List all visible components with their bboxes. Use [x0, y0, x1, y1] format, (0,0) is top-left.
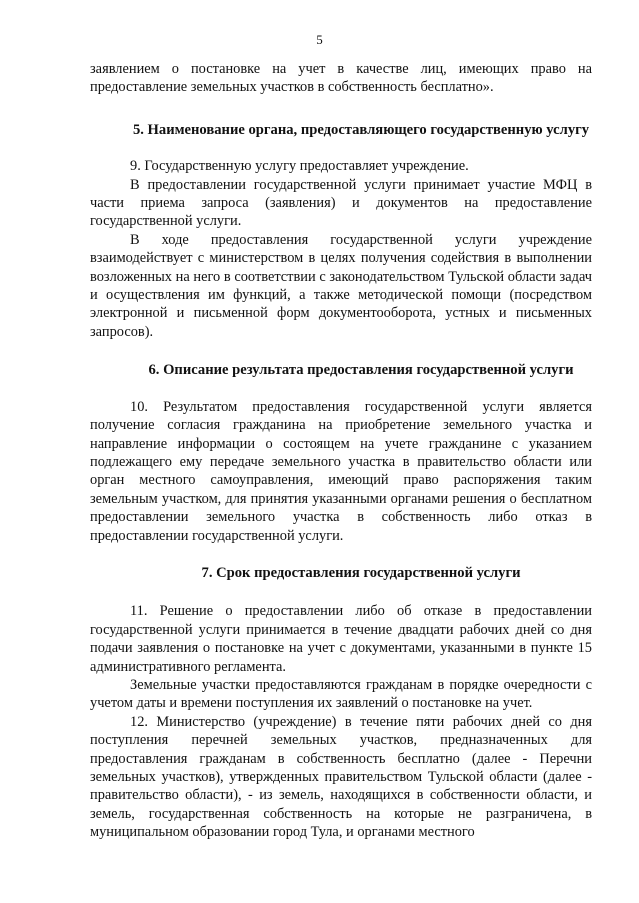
section-7-heading: 7. Срок предоставления государственной услуги	[201, 564, 521, 581]
section-7-paragraph-3: 12. Министерство (учреждение) в течение пяти рабочих дней со дня поступления перечней земельных участков, предназначенных для предоставления гражданам в собственность бесплатно (далее - Перечни земельных участков), утвержденных правительством Тульской области (далее - правительство области), - из земель, находящихся в собственности области, и земель, государственная собственность на которые не разграничена, в муниципальном образовании город Тула, и органами местного	[90, 713, 592, 841]
section-7-paragraph-1: 11. Решение о предоставлении либо об отказе в предоставлении государственной услуги принимается в течение двадцати рабочих дней со дня подачи заявления о постановке на учет с документами, указанными в пункте 15 административного регламента.	[90, 603, 592, 675]
section-5-heading: 5. Наименование органа, предоставляющего государственную услугу	[132, 121, 590, 138]
section-5-paragraph-1: 9. Государственную услугу предоставляет учреждение.	[130, 158, 469, 175]
intro-paragraph: заявлением о постановке на учет в качестве лиц, имеющих право на предоставление земельных участков в собственность бесплатно».	[90, 61, 592, 96]
document-body	[90, 60, 592, 842]
section-5-paragraph-3: В ходе предоставления государственной услуги учреждение взаимодействует с министерством в целях получения содействия в выполнении возложенных на него в соответствии с законодательством Тульской области задач и осуществления им функций, а также методической помощи (посредством электронной и письменной форм документооборота, устных и письменных запросов).	[90, 231, 592, 340]
section-6-heading: 6. Описание результата предоставления государственной услуги	[148, 362, 574, 379]
section-6-paragraph-1: 10. Результатом предоставления государственной услуги является получение согласия гражданина на приобретение земельного участка и направление информации о состоящем на учете гражданине с указанием подлежащего ему передаче земельного участка в правительство области или орган местного самоуправления, имеющий право распоряжения таким земельным участком, для принятия указанными органами решения о бесплатном предоставлении земельного участка в собственность либо отказ в предоставлении государственной услуги.	[90, 398, 592, 544]
section-7-paragraph-2: Земельные участки предоставляются гражданам в порядке очередности с учетом даты и времени поступления их заявлений о постановке на учет.	[90, 676, 592, 712]
section-5-paragraph-2: В предоставлении государственной услуги принимает участие МФЦ в части приема запроса (заявления) и документов на предоставление государственной услуги.	[90, 176, 592, 230]
page-number: 5	[316, 32, 323, 47]
